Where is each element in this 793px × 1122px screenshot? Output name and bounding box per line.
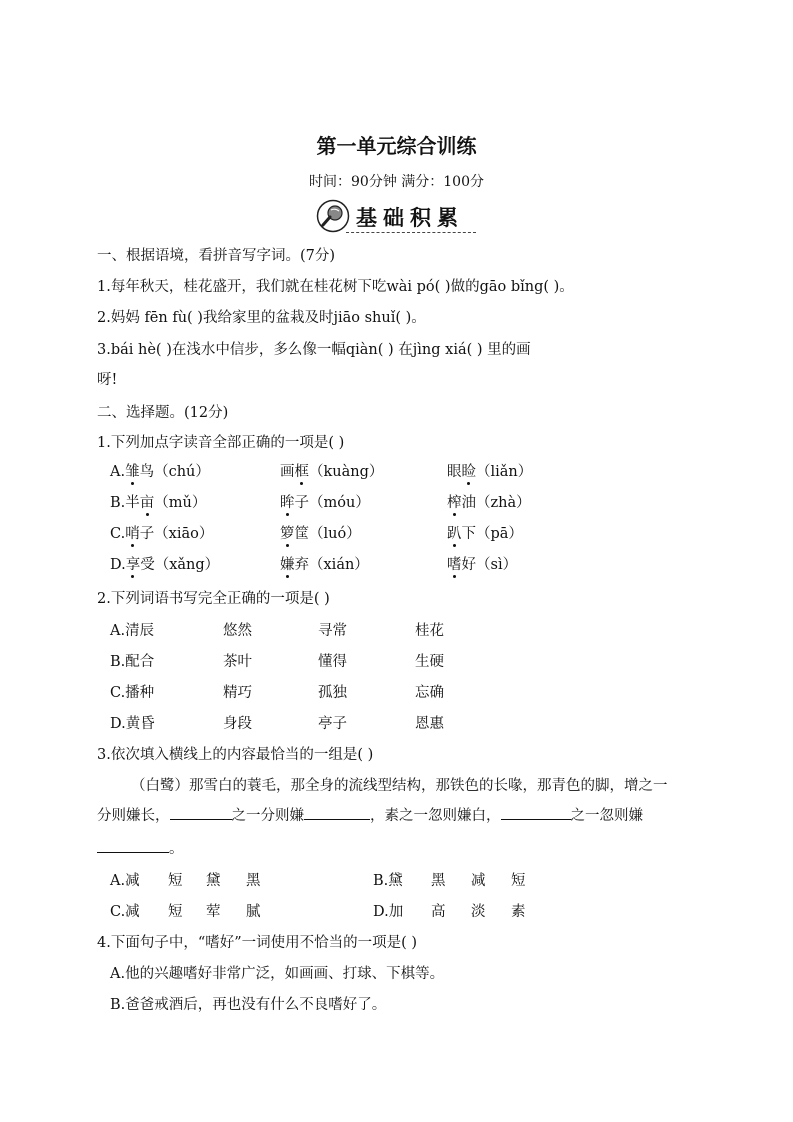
word-option-d3: 亭子 xyxy=(318,716,347,732)
sentence-option-b: B.爸爸戒酒后，再也没有什么不良嗜好了。 xyxy=(110,997,387,1013)
banner-label: 基础积累 xyxy=(356,206,464,230)
option-row-b: B.半亩（mǔ） xyxy=(110,491,206,512)
word-option-a2: 悠然 xyxy=(223,623,252,639)
choice-b-4: 短 xyxy=(511,873,526,889)
option-b-item-3: 榨油（zhà） xyxy=(447,491,531,512)
magnifier-globe-icon xyxy=(316,199,350,233)
question-2-4: 4.下面句子中，“嗜好”一词使用不恰当的一项是( ) xyxy=(97,935,418,951)
section1-heading: 一、根据语境，看拼音写字词。(7分) xyxy=(97,248,336,264)
word-option-d4: 恩惠 xyxy=(415,716,444,732)
choice-b-1: B.黛 xyxy=(373,873,403,889)
word-option-a4: 桂花 xyxy=(415,623,444,639)
word-option-c3: 孤独 xyxy=(318,685,347,701)
question-2-2: 2.下列词语书写完全正确的一项是( ) xyxy=(97,591,330,607)
choice-c-4: 腻 xyxy=(246,904,261,920)
word-option-c2: 精巧 xyxy=(223,685,252,701)
choice-d-4: 素 xyxy=(511,904,526,920)
word-option-b4: 生硬 xyxy=(415,654,444,670)
option-d-item-3: 嗜好（sì） xyxy=(447,553,517,574)
choice-d-1: D.加 xyxy=(373,904,404,920)
banner-divider xyxy=(346,232,476,233)
word-option-c4: 忘确 xyxy=(415,685,444,701)
question-1-2: 2.妈妈 fēn fù( )我给家里的盆栽及时jiāo shuǐ( )。 xyxy=(97,310,426,326)
choice-c-1: C.减 xyxy=(110,904,140,920)
option-row-d: D.享受（xǎng） xyxy=(110,553,219,574)
choice-c-3: 荤 xyxy=(206,904,221,920)
choice-d-3: 淡 xyxy=(471,904,486,920)
fill-blank-2[interactable] xyxy=(304,805,370,820)
choice-b-2: 黑 xyxy=(431,873,446,889)
word-option-d1: D.黄昏 xyxy=(110,716,155,732)
sentence-option-a: A.他的兴趣嗜好非常广泛，如画画、打球、下棋等。 xyxy=(110,966,445,982)
fill-blank-3[interactable] xyxy=(501,805,571,820)
word-option-a3: 寻常 xyxy=(318,623,347,639)
option-a-item-3: 眼睑（liǎn） xyxy=(447,460,532,481)
question-1-3: 3.bái hè( )在浅水中信步，多么像一幅qiàn( ) 在jìng xiá( ) 里的画 xyxy=(97,342,531,358)
choice-a-1: A.减 xyxy=(110,873,140,889)
section2-heading: 二、选择题。(12分) xyxy=(97,405,229,421)
question-1-3-cont: 呀! xyxy=(97,372,118,388)
question-2-1: 1.下列加点字读音全部正确的一项是( ) xyxy=(97,435,345,451)
section-banner xyxy=(316,197,476,235)
exam-info: 时间：90分钟 满分：100分 xyxy=(309,174,484,190)
option-b-item-2: 眸子（móu） xyxy=(280,491,370,512)
fill-blank-4[interactable] xyxy=(97,838,169,853)
choice-b-3: 减 xyxy=(471,873,486,889)
word-option-b1: B.配合 xyxy=(110,654,155,670)
passage-line-1: （白鹭）那雪白的蓑毛，那全身的流线型结构，那铁色的长喙，那青色的脚，增之一 xyxy=(131,778,668,794)
fill-blank-1[interactable] xyxy=(170,805,232,820)
option-a-item-2: 画框（kuàng） xyxy=(280,460,383,481)
page-title: 第一单元综合训练 xyxy=(316,134,477,158)
option-c-item-3: 趴下（pā） xyxy=(447,522,523,543)
question-2-3: 3.依次填入横线上的内容最恰当的一组是( ) xyxy=(97,747,374,763)
option-row-c: C.哨子（xiāo） xyxy=(110,522,213,543)
passage-line-3: 。 xyxy=(97,837,184,858)
choice-c-2: 短 xyxy=(168,904,183,920)
word-option-b2: 茶叶 xyxy=(223,654,252,670)
passage-line-2: 分则嫌长， 之一分则嫌 ，素之一忽则嫌白， 之一忽则嫌 xyxy=(97,804,643,825)
word-option-a1: A.清辰 xyxy=(110,623,155,639)
word-option-b3: 懂得 xyxy=(318,654,347,670)
choice-a-2: 短 xyxy=(168,873,183,889)
option-d-item-2: 嫌弃（xián） xyxy=(280,553,369,574)
choice-d-2: 高 xyxy=(431,904,446,920)
choice-a-4: 黑 xyxy=(246,873,261,889)
word-option-d2: 身段 xyxy=(223,716,252,732)
choice-a-3: 黛 xyxy=(206,873,221,889)
option-row-a: A.雏鸟（chú） xyxy=(110,460,210,481)
word-option-c1: C.播种 xyxy=(110,685,155,701)
option-c-item-2: 箩筐（luó） xyxy=(280,522,361,543)
question-1-1: 1.每年秋天，桂花盛开，我们就在桂花树下吃wài pó( )做的gāo bǐng( )。 xyxy=(97,279,574,295)
